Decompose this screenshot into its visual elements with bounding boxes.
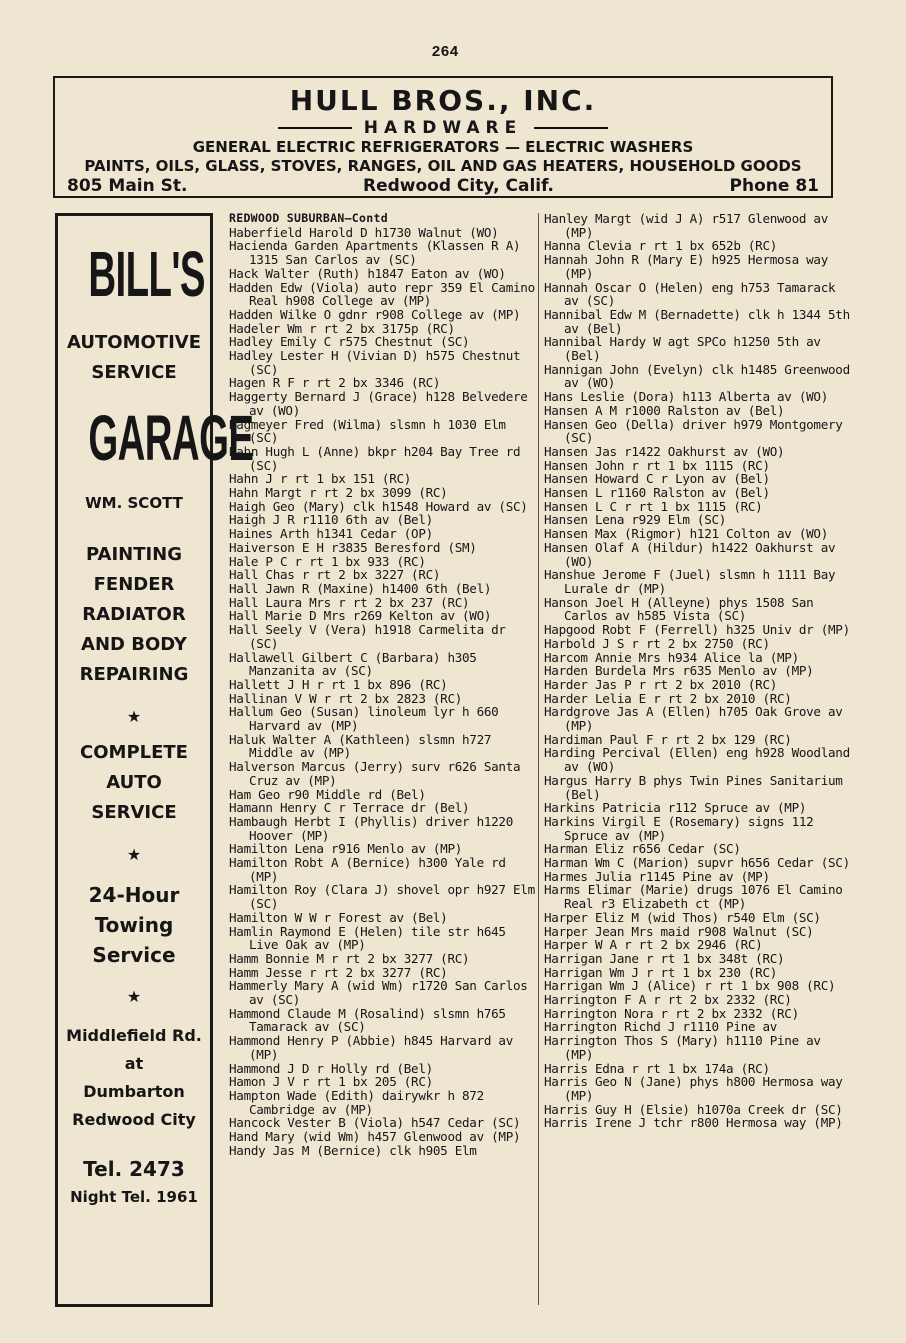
ad-line-2: PAINTS, OILS, GLASS, STOVES, RANGES, OIL AND GAS HEATERS, HOUSEHOLD GOODS [84, 157, 802, 175]
directory-entry: Hanson Joel H (Alleyne) phys 1508 San Carlos av h585 Vista (SC) [544, 594, 814, 624]
directory-entry: Hall Seely V (Vera) h1918 Carmelita dr (SC) [229, 622, 506, 651]
directory-entry: Hansen L r1160 Ralston av (Bel) [544, 485, 770, 501]
directory-entry: Hansen Geo (Della) driver h979 Montgomery (SC) [544, 416, 843, 446]
directory-entry: Hale P C r rt 1 bx 933 (RC) [229, 553, 426, 569]
directory-entry: Hannah John R (Mary E) h925 Hermosa way (MP) [544, 252, 829, 281]
star-icon: ★ [126, 707, 142, 726]
directory-entry: Haiverson E H r3835 Beresford (SM) [229, 539, 477, 555]
directory-entry: Harrington Thos S (Mary) h1110 Pine av (MP) [544, 1033, 821, 1062]
directory-entry: Hansen Olaf A (Hildur) h1422 Oakhurst av (WO) [544, 539, 836, 569]
left-entries-list [229, 226, 539, 1158]
directory-entry: Harman Eliz r656 Cedar (SC) [544, 841, 741, 857]
directory-entry: Harrigan Jane r rt 1 bx 348t (RC) [544, 950, 785, 966]
directory-entry: Hamilton W W r Forest av (Bel) [229, 909, 448, 925]
ad-phone: Phone 81 [729, 176, 819, 196]
directory-entry: Harbold J S r rt 2 bx 2750 (RC) [544, 635, 770, 651]
directory-right-column [544, 212, 854, 1130]
directory-entry: Hansen A M r1000 Ralston av (Bel) [544, 402, 785, 418]
directory-entry: Hansen L C r rt 1 bx 1115 (RC) [544, 498, 763, 514]
directory-entry: Hallum Geo (Susan) linoleum lyr h 660 Harvard av (MP) [229, 704, 499, 734]
directory-entry: Hannigan John (Evelyn) clk h1485 Greenwood av (WO) [544, 361, 850, 391]
directory-entry: Haluk Walter A (Kathleen) slsmn h727 Middle av (MP) [229, 731, 492, 761]
directory-entry: Hamann Henry C r Terrace dr (Bel) [229, 800, 470, 816]
directory-entry: Harper Jean Mrs maid r908 Walnut (SC) [544, 923, 814, 939]
directory-entry: Harman Wm C (Marion) supvr h656 Cedar (SC) [544, 855, 850, 871]
directory-entry: Harmes Julia r1145 Pine av (MP) [544, 868, 770, 884]
directory-entry: Hadley Emily C r575 Chestnut (SC) [229, 334, 470, 350]
directory-entry: Hallett J H r rt 1 bx 896 (RC) [229, 676, 448, 692]
address-line-4: Redwood City [72, 1110, 196, 1129]
directory-entry: Hapgood Robt F (Ferrell) h325 Univ dr (MP) [544, 622, 850, 638]
column-divider [538, 213, 539, 1305]
directory-entry: Hadley Lester H (Vivian D) h575 Chestnut (SC) [229, 348, 521, 377]
directory-entry: Hansen Max (Rigmor) h121 Colton av (WO) [544, 526, 829, 542]
directory-entry: Hamm Jesse r rt 2 bx 3277 (RC) [229, 964, 448, 980]
directory-entry: Harding Percival (Ellen) eng h928 Woodland av (WO) [544, 745, 850, 775]
directory-entry: Harms Elimar (Marie) drugs 1076 El Camino Real r3 Elizabeth ct (MP) [544, 882, 843, 912]
towing-line-1: 24-Hour [88, 883, 180, 907]
directory-entry: Harrington Richd J r1110 Pine av [544, 1019, 778, 1035]
directory-entry: Hack Walter (Ruth) h1847 Eaton av (WO) [229, 265, 506, 281]
directory-entry: Harris Edna r rt 1 bx 174a (RC) [544, 1060, 770, 1076]
directory-entry: Hannibal Hardy W agt SPCo h1250 5th av (Bel) [544, 334, 821, 364]
complete-line-1: COMPLETE [80, 742, 188, 763]
ad-category-text: HARDWARE [363, 118, 523, 138]
directory-entry: Hancock Vester B (Viola) h547 Cedar (SC) [229, 1115, 521, 1131]
directory-entry: Haigh Geo (Mary) clk h1548 Howard av (SC) [229, 498, 528, 514]
ad-city: Redwood City, Calif. [362, 176, 555, 196]
directory-entry: Hahn J r rt 1 bx 151 (RC) [229, 471, 412, 487]
directory-entry: Harris Irene J tchr r800 Hermosa way (MP) [544, 1115, 843, 1131]
service-and-body: AND BODY [81, 634, 187, 655]
directory-entry: Hansen Lena r929 Elm (SC) [544, 512, 727, 528]
service-radiator: RADIATOR [82, 604, 186, 625]
directory-entry: Hanna Clevia r rt 1 bx 652b (RC) [544, 238, 778, 254]
service-painting: PAINTING [85, 544, 183, 565]
directory-entry: Hall Jawn R (Maxine) h1400 6th (Bel) [229, 580, 492, 596]
directory-entry: Hanshue Jerome F (Juel) slsmn h 1111 Bay Lurale dr (MP) [544, 567, 836, 596]
directory-entry: Hargus Harry B phys Twin Pines Sanitarium (Bel) [544, 772, 843, 802]
hull-bros-advertisement [53, 76, 833, 198]
directory-entry: Hadeler Wm r rt 2 bx 3175p (RC) [229, 320, 455, 336]
directory-entry: Hallinan V W r rt 2 bx 2823 (RC) [229, 690, 463, 706]
directory-entry: Hansen Howard C r Lyon av (Bel) [544, 471, 770, 487]
directory-entry: Hammond J D r Holly rd (Bel) [229, 1060, 433, 1076]
directory-entry: Handy Jas M (Bernice) clk h905 Elm [229, 1142, 477, 1158]
directory-entry: Haggerty Bernard J (Grace) h128 Belvedere av (WO) [229, 389, 528, 418]
directory-entry: Hampton Wade (Edith) dairywkr h 872 Cambridge av (MP) [229, 1088, 484, 1117]
towing-line-2: Towing [94, 913, 174, 937]
service-fender: FENDER [93, 574, 175, 595]
directory-entry: Hardiman Paul F r rt 2 bx 129 (RC) [544, 731, 792, 747]
directory-entry: Hall Chas r rt 2 bx 3227 (RC) [229, 567, 441, 583]
directory-entry: Hamilton Lena r916 Menlo av (MP) [229, 841, 463, 857]
directory-entry: Hambaugh Herbt I (Phyllis) driver h1220 Hoover (MP) [229, 813, 514, 843]
directory-entry: Harkins Patricia r112 Spruce av (MP) [544, 800, 807, 816]
directory-entry: Hannibal Edw M (Bernadette) clk h 1344 5th av (Bel) [544, 306, 850, 336]
side-ad-owner: WM. SCOTT [85, 494, 183, 512]
directory-entry: Harper W A r rt 2 bx 2946 (RC) [544, 937, 763, 953]
directory-entry: Ham Geo r90 Middle rd (Bel) [229, 786, 426, 802]
directory-entry: Hammerly Mary A (wid Wm) r1720 San Carlos av (SC) [229, 978, 528, 1008]
ad-category [55, 118, 831, 138]
directory-entry: Hammond Henry P (Abbie) h845 Harvard av (MP) [229, 1033, 514, 1062]
directory-entry: Haberfield Harold D h1730 Walnut (WO) [229, 224, 499, 240]
rule-right [534, 127, 608, 129]
directory-entry: Hanley Margt (wid J A) r517 Glenwood av (MP) [544, 211, 829, 240]
column-heading: REDWOOD SUBURBAN—Contd [229, 211, 388, 225]
side-ad-subtitle-1: AUTOMOTIVE [67, 332, 201, 353]
star-icon: ★ [126, 987, 142, 1006]
directory-entry: Hamilton Robt A (Bernice) h300 Yale rd (MP) [229, 855, 506, 884]
directory-entry: Hadden Wilke O gdnr r908 College av (MP) [229, 306, 521, 322]
directory-entry: Harden Burdela Mrs r635 Menlo av (MP) [544, 663, 814, 679]
side-ad-tel: Tel. 2473 [83, 1157, 185, 1181]
directory-entry: Hadden Edw (Viola) auto repr 359 El Camino Real h908 College av (MP) [229, 279, 535, 309]
address-line-3: Dumbarton [83, 1082, 185, 1101]
ad-company-name: HULL BROS., INC. [289, 84, 597, 117]
directory-entry: Harkins Virgil E (Rosemary) signs 112 Spruce av (MP) [544, 813, 814, 843]
directory-entry: Hannah Oscar O (Helen) eng h753 Tamarack av (SC) [544, 279, 836, 309]
directory-entry: Hall Laura Mrs r rt 2 bx 237 (RC) [229, 594, 470, 610]
directory-entry: Harrigan Wm J r rt 1 bx 230 (RC) [544, 964, 778, 980]
star-icon: ★ [126, 845, 142, 864]
ad-line-1: GENERAL ELECTRIC REFRIGERATORS — ELECTRIC WASHERS [192, 138, 694, 156]
directory-entry: Hahn Margt r rt 2 bx 3099 (RC) [229, 485, 448, 501]
directory-entry: Haines Arth h1341 Cedar (OP) [229, 526, 433, 542]
directory-entry: Hans Leslie (Dora) h113 Alberta av (WO) [544, 389, 829, 405]
directory-entry: Hardgrove Jas A (Ellen) h705 Oak Grove av (MP) [544, 704, 843, 734]
side-ad-night-tel: Night Tel. 1961 [70, 1188, 198, 1206]
directory-entry: Hamilton Roy (Clara J) shovel opr h927 Elm (SC) [229, 882, 535, 912]
ad-footer [55, 176, 831, 196]
rule-left [278, 127, 352, 129]
towing-line-3: Service [92, 943, 176, 967]
directory-entry: Hall Marie D Mrs r269 Kelton av (WO) [229, 608, 492, 624]
directory-entry: Haigh J R r1110 6th av (Bel) [229, 512, 433, 528]
directory-left-column [229, 212, 539, 1158]
directory-entry: Hagen R F r rt 2 bx 3346 (RC) [229, 375, 441, 391]
directory-entry: Hamon J V r rt 1 bx 205 (RC) [229, 1074, 433, 1090]
directory-entry: Hammond Claude M (Rosalind) slsmn h765 Tamarack av (SC) [229, 1005, 506, 1035]
ad-address: 805 Main St. [67, 176, 188, 196]
directory-entry: Hansen John r rt 1 bx 1115 (RC) [544, 457, 770, 473]
address-line-2: at [124, 1054, 144, 1073]
directory-entry: Hand Mary (wid Wm) h457 Glenwood av (MP) [229, 1129, 521, 1145]
directory-entry: Harrigan Wm J (Alice) r rt 1 bx 908 (RC) [544, 978, 836, 994]
directory-entry: Harcom Annie Mrs h934 Alice la (MP) [544, 649, 799, 665]
address-line-1: Middlefield Rd. [66, 1026, 202, 1045]
directory-entry: Hansen Jas r1422 Oakhurst av (WO) [544, 443, 785, 459]
directory-entry: Harris Guy H (Elsie) h1070a Creek dr (SC) [544, 1101, 843, 1117]
directory-entry: Hacienda Garden Apartments (Klassen R A) 1315 San Carlos av (SC) [229, 238, 521, 268]
directory-entry: Hamm Bonnie M r rt 2 bx 3277 (RC) [229, 950, 470, 966]
side-ad-subtitle-2: SERVICE [91, 362, 177, 383]
directory-entry: Halverson Marcus (Jerry) surv r626 Santa Cruz av (MP) [229, 759, 521, 788]
side-ad-title: BILL'S [88, 238, 205, 310]
side-ad-title-2: GARAGE [88, 402, 254, 474]
right-entries-list [544, 212, 854, 1130]
directory-entry: Harder Jas P r rt 2 bx 2010 (RC) [544, 676, 778, 692]
directory-entry: Hahn Hugh L (Anne) bkpr h204 Bay Tree rd (SC) [229, 443, 521, 473]
directory-entry: Harris Geo N (Jane) phys h800 Hermosa way (MP) [544, 1074, 843, 1103]
directory-entry: Harper Eliz M (wid Thos) r540 Elm (SC) [544, 909, 821, 925]
directory-entry: Hagmeyer Fred (Wilma) slsmn h 1030 Elm (SC) [229, 416, 506, 446]
directory-entry: Harrington F A r rt 2 bx 2332 (RC) [544, 992, 792, 1008]
directory-entry: Harder Lelia E r rt 2 bx 2010 (RC) [544, 690, 792, 706]
service-repairing: REPAIRING [79, 664, 189, 685]
directory-entry: Hallawell Gilbert C (Barbara) h305 Manzanita av (SC) [229, 649, 477, 679]
complete-line-2: AUTO [106, 772, 162, 793]
complete-line-3: SERVICE [91, 802, 177, 823]
bills-garage-advertisement [55, 213, 254, 1307]
directory-entry: Hamlin Raymond E (Helen) tile str h645 Live Oak av (MP) [229, 923, 506, 953]
directory-entry: Harrington Nora r rt 2 bx 2332 (RC) [544, 1005, 799, 1021]
page-number: 264 [431, 44, 459, 61]
